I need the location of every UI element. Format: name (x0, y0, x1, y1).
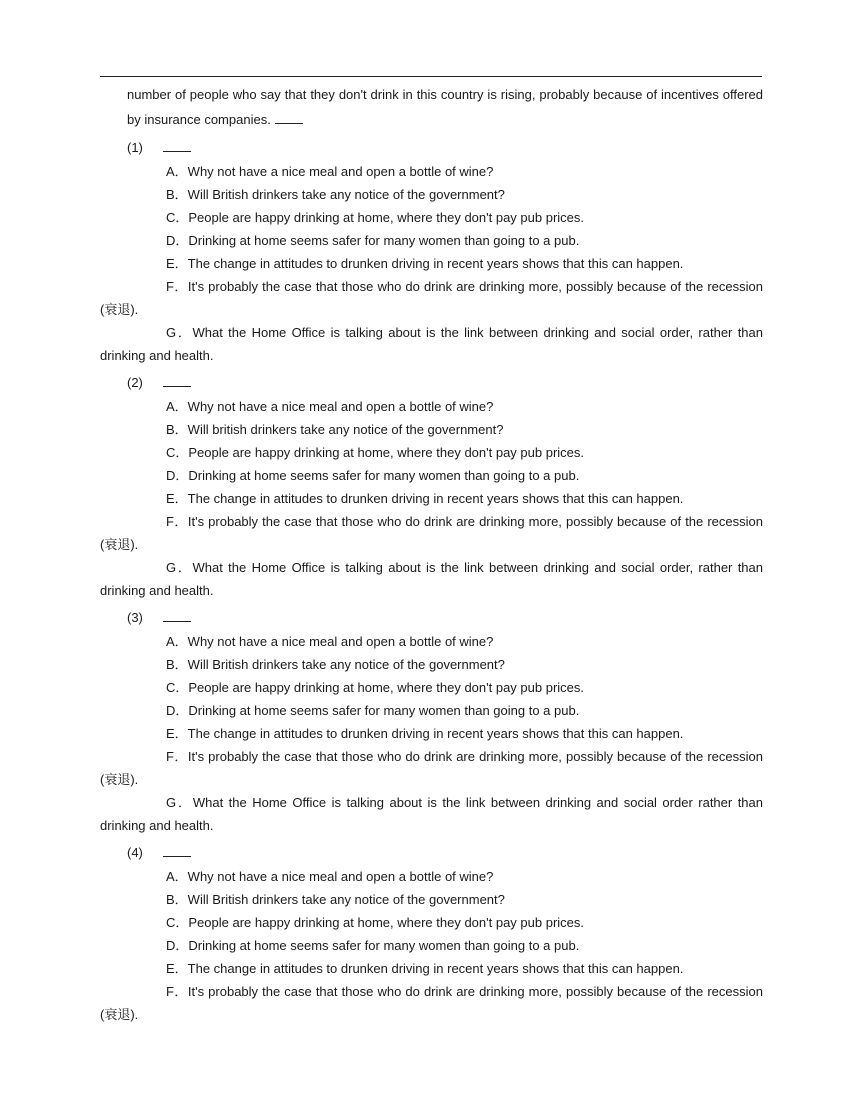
option-e: E．The change in attitudes to drunken driving in recent years shows that this can happen. (166, 726, 684, 741)
option-c: C．People are happy drinking at home, where they don't pay pub prices. (166, 680, 585, 695)
option-b: B．Will British drinkers take any notice of the government? (166, 657, 505, 672)
answer-blank[interactable] (163, 844, 191, 857)
option-a: A．Why not have a nice meal and open a bottle of wine? (166, 869, 494, 884)
intro-text: number of people who say that they don't drink in this country is rising, probably because of incentives offered by insurance companies. (127, 87, 763, 127)
question-number: (4) (127, 845, 143, 860)
answer-blank[interactable] (163, 374, 191, 387)
option-g: G．What the Home Office is talking about is the link between drinking and social order rather than drinking and health. (100, 795, 763, 833)
option-c: C．People are happy drinking at home, where they don't pay pub prices. (166, 445, 585, 460)
header-rule (100, 76, 762, 77)
question-block (100, 841, 763, 1026)
option-d: D．Drinking at home seems safer for many women than going to a pub. (166, 233, 580, 248)
document-page (100, 82, 763, 1026)
option-a: A．Why not have a nice meal and open a bottle of wine? (166, 634, 494, 649)
option-d: D．Drinking at home seems safer for many women than going to a pub. (166, 703, 580, 718)
option-a: A．Why not have a nice meal and open a bottle of wine? (166, 164, 494, 179)
question-number: (2) (127, 375, 143, 390)
question-block (100, 371, 763, 602)
option-f: F．It's probably the case that those who do drink are drinking more, possibly because of the recession (衰退). (100, 749, 763, 787)
question-number: (3) (127, 610, 143, 625)
option-e: E．The change in attitudes to drunken driving in recent years shows that this can happen. (166, 961, 684, 976)
option-e: E．The change in attitudes to drunken driving in recent years shows that this can happen. (166, 491, 684, 506)
question-number: (1) (127, 140, 143, 155)
question-block (100, 136, 763, 367)
option-d: D．Drinking at home seems safer for many women than going to a pub. (166, 468, 580, 483)
question-number-row (100, 841, 763, 865)
answer-blank[interactable] (275, 111, 303, 124)
option-c: C．People are happy drinking at home, where they don't pay pub prices. (166, 915, 585, 930)
option-f: F．It's probably the case that those who do drink are drinking more, possibly because of the recession (衰退). (100, 279, 763, 317)
option-b: B．Will british drinkers take any notice of the government? (166, 422, 504, 437)
intro-paragraph (100, 82, 763, 132)
option-e: E．The change in attitudes to drunken driving in recent years shows that this can happen. (166, 256, 684, 271)
question-number-row (100, 371, 763, 395)
question-number-row (100, 136, 763, 160)
question-block (100, 606, 763, 837)
option-f: F．It's probably the case that those who do drink are drinking more, possibly because of the recession (衰退). (100, 984, 763, 1022)
option-c: C．People are happy drinking at home, where they don't pay pub prices. (166, 210, 585, 225)
answer-blank[interactable] (163, 139, 191, 152)
option-a: A．Why not have a nice meal and open a bottle of wine? (166, 399, 494, 414)
option-b: B．Will British drinkers take any notice of the government? (166, 892, 505, 907)
option-f: F．It's probably the case that those who do drink are drinking more, possibly because of the recession (衰退). (100, 514, 763, 552)
option-b: B．Will British drinkers take any notice of the government? (166, 187, 505, 202)
option-d: D．Drinking at home seems safer for many women than going to a pub. (166, 938, 580, 953)
question-number-row (100, 606, 763, 630)
answer-blank[interactable] (163, 609, 191, 622)
option-g: G．What the Home Office is talking about is the link between drinking and social order, rather than drinking and health. (100, 560, 763, 598)
option-g: G．What the Home Office is talking about is the link between drinking and social order, rather than drinking and health. (100, 325, 763, 363)
